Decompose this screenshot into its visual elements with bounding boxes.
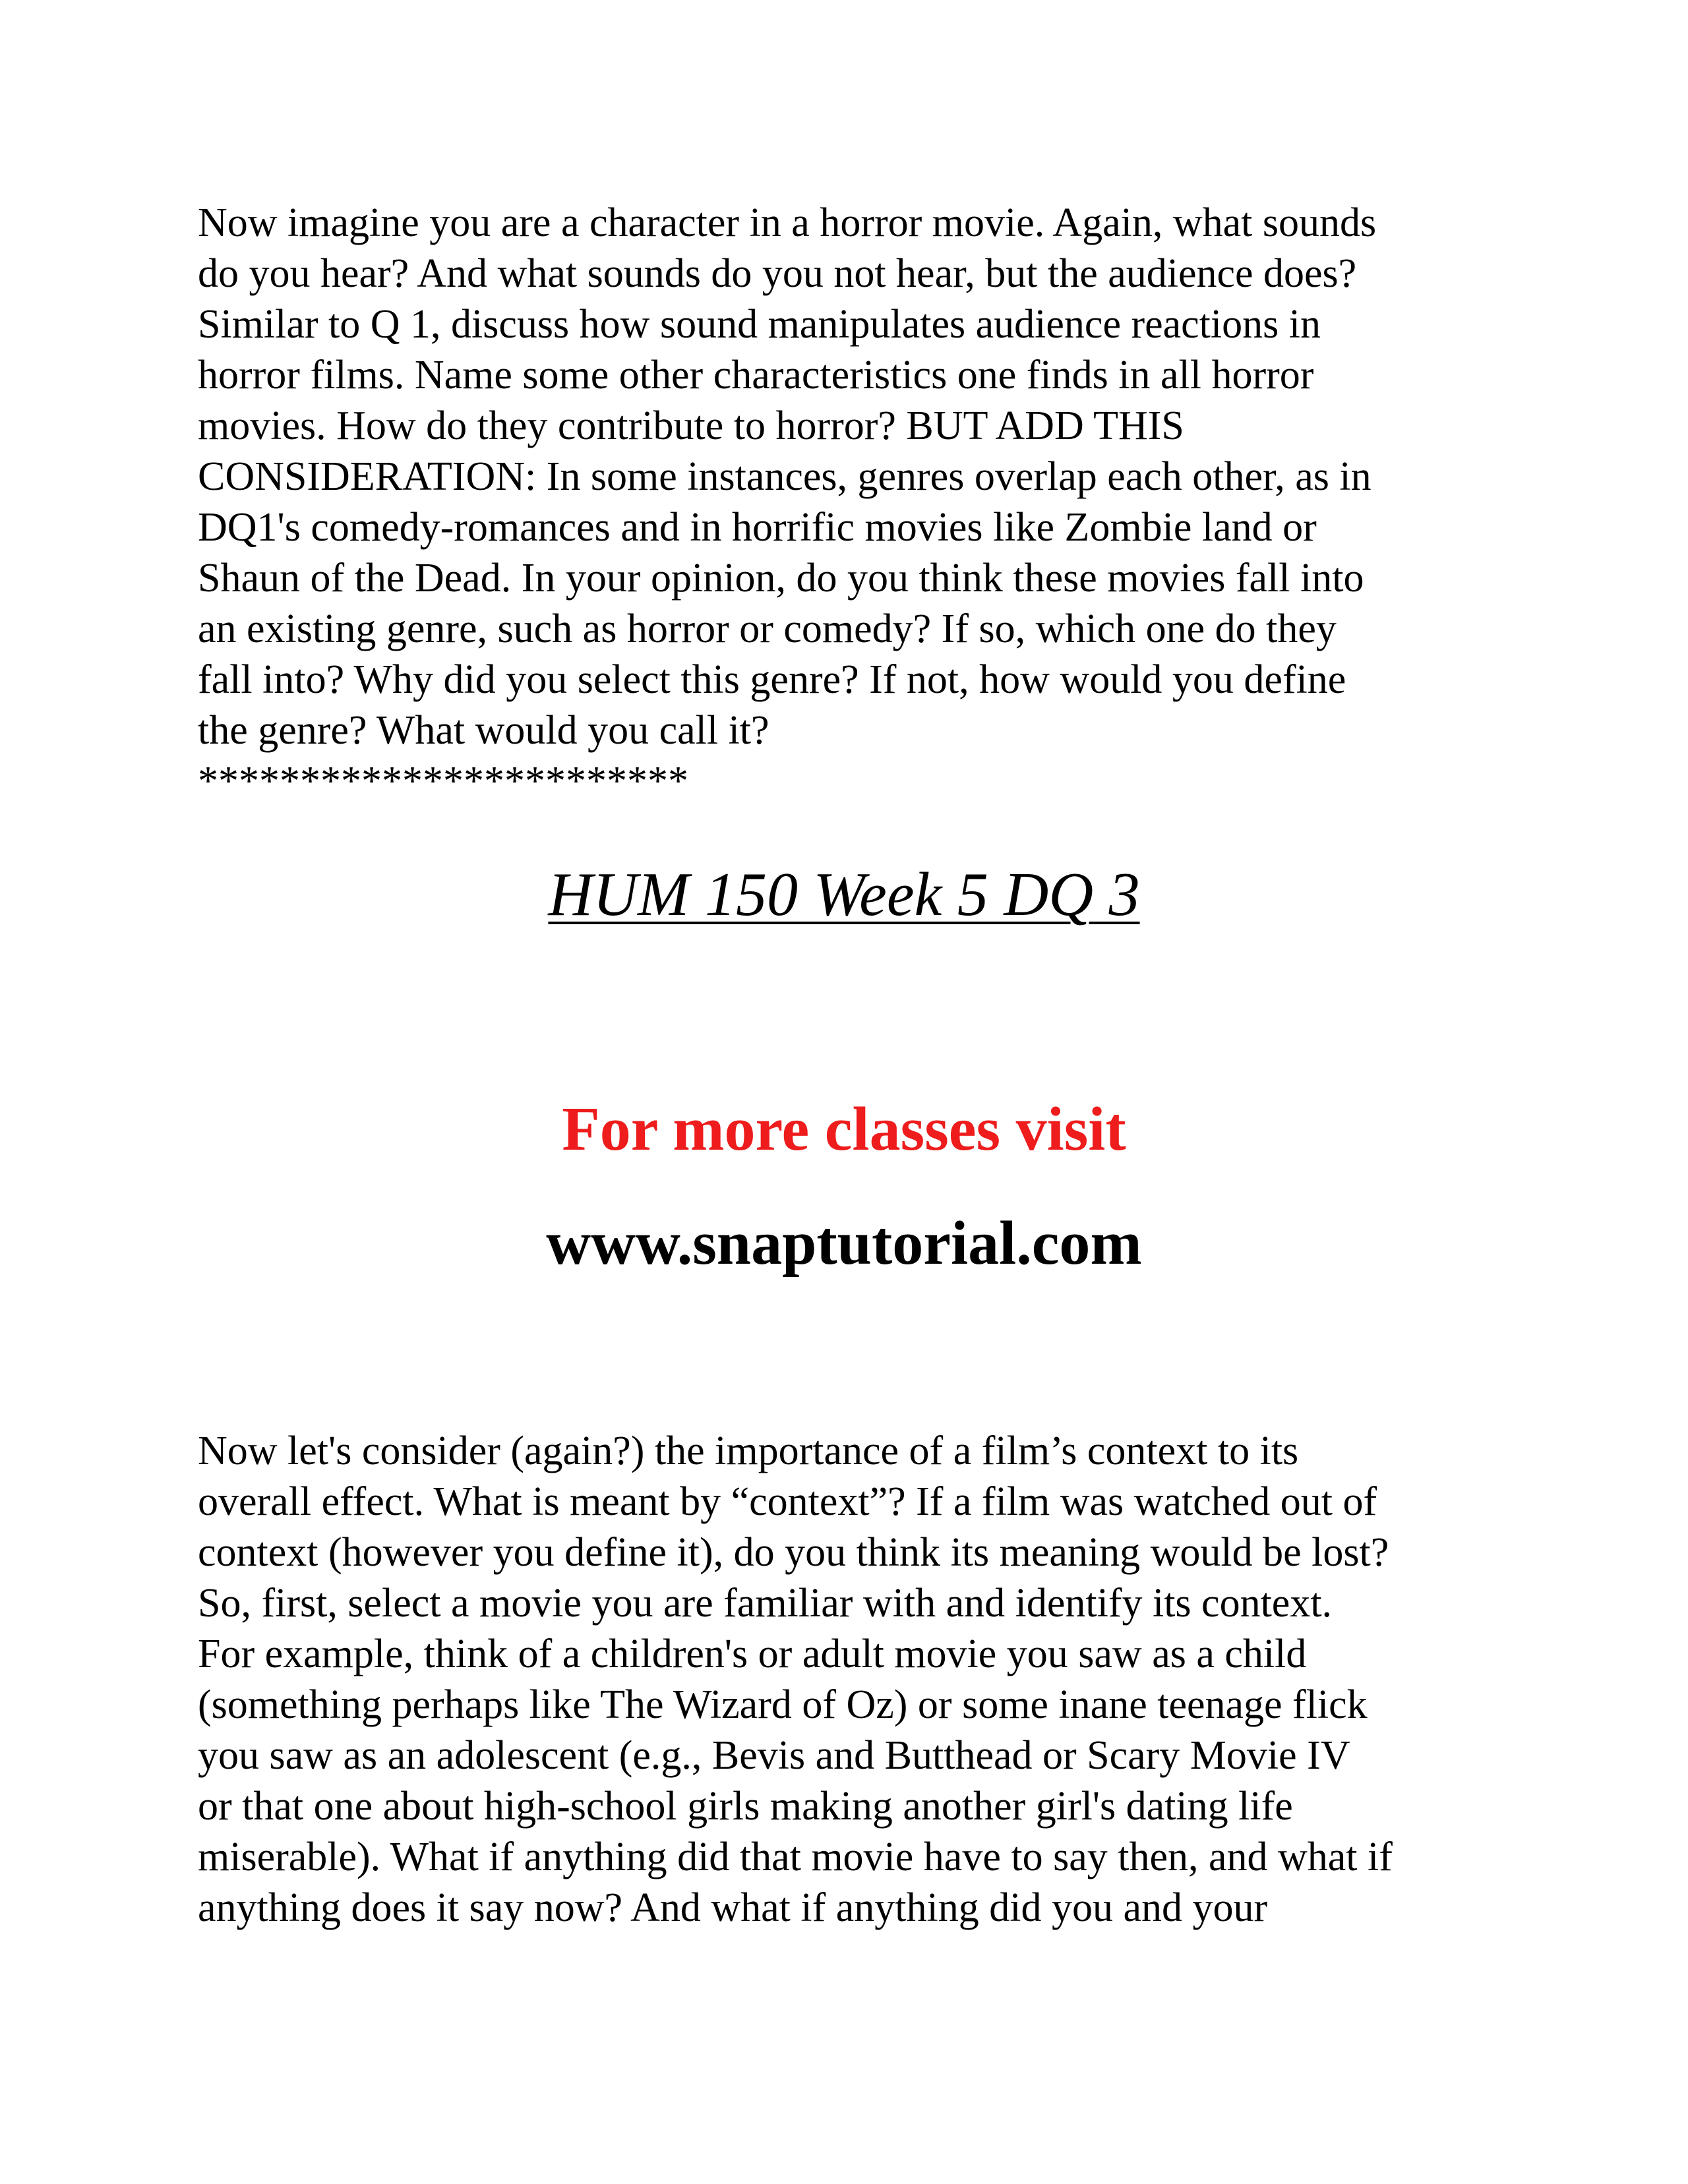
page-title: HUM 150 Week 5 DQ 3	[548, 860, 1140, 929]
website-link[interactable]: www.snaptutorial.com	[546, 1209, 1142, 1278]
paragraph-line: or that one about high-school girls making another girl's dating life	[198, 1784, 1293, 1829]
paragraph-line: horror films. Name some other characteristics one finds in all horror	[198, 353, 1314, 398]
paragraph-line: DQ1's comedy-romances and in horrific movies like Zombie land or	[198, 505, 1317, 550]
paragraph-line: For example, think of a children's or adult movie you saw as a child	[198, 1632, 1307, 1676]
paragraph-line: Shaun of the Dead. In your opinion, do you think these movies fall into	[198, 556, 1364, 601]
paragraph-line: fall into? Why did you select this genre? If not, how would you define	[198, 657, 1346, 702]
paragraph-line: do you hear? And what sounds do you not hear, but the audience does?	[198, 251, 1357, 296]
paragraph-line: anything does it say now? And what if anything did you and your	[198, 1885, 1268, 1930]
paragraph-line: (something perhaps like The Wizard of Oz) or some inane teenage flick	[198, 1682, 1368, 1727]
paragraph-line: Now let's consider (again?) the importance of a film’s context to its	[198, 1429, 1299, 1473]
question-paragraph	[198, 198, 1510, 807]
paragraph-line: the genre? What would you call it?	[198, 708, 769, 753]
discussion-paragraph	[198, 1426, 1510, 1933]
paragraph-line: you saw as an adolescent (e.g., Bevis and Butthead or Scary Movie IV	[198, 1733, 1350, 1778]
paragraph-line: CONSIDERATION: In some instances, genres overlap each other, as in	[198, 454, 1372, 499]
paragraph-line: context (however you define it), do you think its meaning would be lost?	[198, 1530, 1389, 1575]
paragraph-line: overall effect. What is meant by “context”? If a film was watched out of	[198, 1479, 1377, 1524]
paragraph-line: an existing genre, such as horror or comedy? If so, which one do they	[198, 606, 1337, 651]
paragraph-line: miserable). What if anything did that movie have to say then, and what if	[198, 1835, 1393, 1879]
paragraph-line: Now imagine you are a character in a horror movie. Again, what sounds	[198, 200, 1377, 245]
paragraph-line: movies. How do they contribute to horror? BUT ADD THIS	[198, 403, 1184, 448]
paragraph-line: Similar to Q 1, discuss how sound manipulates audience reactions in	[198, 302, 1321, 347]
promo-text: For more classes visit	[562, 1095, 1126, 1164]
separator-asterisks: ************************	[198, 759, 688, 804]
paragraph-line: So, first, select a movie you are familiar with and identify its context.	[198, 1581, 1333, 1626]
